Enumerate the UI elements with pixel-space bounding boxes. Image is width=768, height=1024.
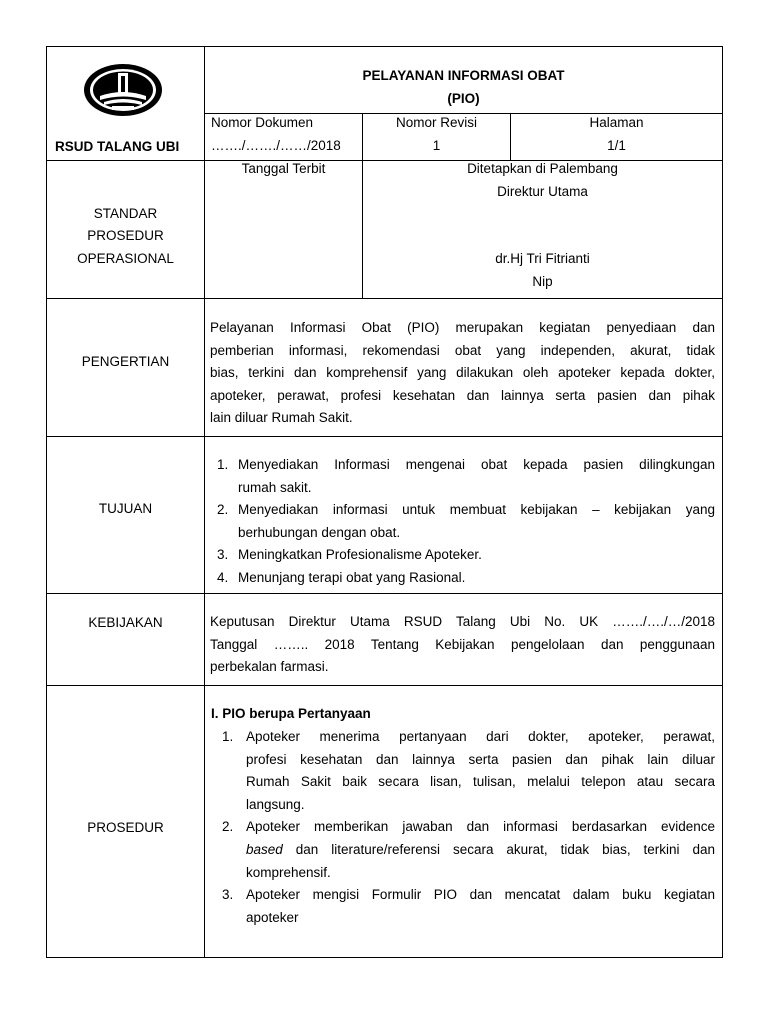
list-line: Apoteker memberikan jawaban dan informasi berdasarkan evidence: [246, 819, 715, 835]
revision-value: 1: [432, 138, 441, 153]
pengertian-line: apoteker, perawat, profesi kesehatan dan lainnya serta pasien dan pihak: [210, 387, 715, 403]
hospital-name: RSUD TALANG UBI: [55, 139, 180, 154]
list-number: 1.: [217, 457, 229, 472]
pengertian-text: [210, 317, 715, 430]
list-line: Apoteker mengisi Formulir PIO dan mencatat dalam buku kegiatan: [246, 887, 715, 903]
pengertian-line: bias, terkini dan komprehensif yang dilakukan oleh apoteker kepada dokter,: [210, 365, 715, 381]
prosedur-heading: I. PIO berupa Pertanyaan: [211, 706, 371, 721]
list-line: profesi kesehatan dan lainnya serta pasien dan pihak lain diluar: [246, 751, 715, 767]
issue-date-label: Tanggal Terbit: [241, 161, 326, 176]
list-line: Menyediakan Informasi mengenai obat kepada pasien dilingkungan: [238, 457, 715, 472]
director-nip: Nip: [532, 274, 553, 289]
list-line: langsung.: [246, 796, 305, 812]
list-line: Menunjang terapi obat yang Rasional.: [238, 569, 466, 585]
tujuan-list: [217, 454, 715, 590]
list-line: berhubungan dengan obat.: [238, 524, 401, 540]
set-at: Ditetapkan di Palembang: [467, 161, 618, 176]
list-number: 4.: [217, 569, 229, 585]
rsud-logo: [82, 62, 164, 118]
kebijakan-line: Keputusan Direktur Utama RSUD Talang Ubi No. UK ……./…./…/2018: [210, 614, 715, 629]
list-line: Apoteker menerima pertanyaan dari dokter, apoteker, perawat,: [246, 729, 715, 744]
list-item: [222, 884, 715, 929]
doc-number-value: ……./……./……/2018: [211, 138, 341, 153]
list-line: rumah sakit.: [238, 479, 312, 495]
pengertian-line: Pelayanan Informasi Obat (PIO) merupakan kegiatan penyediaan dan: [210, 320, 715, 335]
list-item: [222, 816, 715, 884]
kebijakan-label: KEBIJAKAN: [88, 615, 163, 630]
list-item: [217, 499, 715, 544]
pengertian-line: pemberian informasi, rekomendasi obat yang independen, akurat, tidak: [210, 342, 715, 358]
director-name: dr.Hj Tri Fitrianti: [495, 251, 590, 266]
list-number: 2.: [217, 502, 229, 518]
page-label: Halaman: [589, 115, 644, 130]
sop-label-1: STANDAR: [93, 206, 158, 221]
list-line-italic-start: based dan literature/referensi secara akurat, tidak bias, terkini dan: [246, 841, 715, 857]
list-line: komprehensif.: [246, 864, 331, 880]
list-number: 2.: [222, 819, 234, 835]
sop-label-3: OPERASIONAL: [77, 251, 174, 266]
director-position: Direktur Utama: [497, 184, 588, 199]
tujuan-label: TUJUAN: [98, 501, 153, 516]
page-value: 1/1: [607, 138, 626, 153]
list-item: [222, 726, 715, 816]
list-item: [217, 567, 715, 590]
pengertian-line: lain diluar Rumah Sakit.: [210, 410, 353, 426]
list-line: apoteker: [246, 909, 299, 925]
list-number: 3.: [217, 547, 229, 563]
prosedur-label: PROSEDUR: [87, 820, 164, 835]
doc-title: PELAYANAN INFORMASI OBAT: [362, 68, 565, 83]
pengertian-label: PENGERTIAN: [81, 354, 170, 369]
sop-label-2: PROSEDUR: [87, 228, 164, 243]
prosedur-list: [222, 726, 715, 929]
doc-title-abbrev: (PIO): [447, 91, 480, 106]
list-item: [217, 544, 715, 567]
doc-number-label: Nomor Dokumen: [211, 115, 314, 130]
kebijakan-line: perbekalan farmasi.: [210, 659, 329, 675]
list-number: 1.: [222, 729, 234, 744]
revision-label: Nomor Revisi: [395, 115, 477, 130]
list-line: Menyediakan informasi untuk membuat kebijakan – kebijakan yang: [238, 502, 715, 518]
list-item: [217, 454, 715, 499]
list-number: 3.: [222, 887, 234, 903]
list-line: Rumah Sakit baik secara lisan, tulisan, melalui telepon atau secara: [246, 774, 715, 790]
kebijakan-line: Tanggal …….. 2018 Tentang Kebijakan pengelolaan dan penggunaan: [210, 636, 715, 652]
kebijakan-text: [210, 611, 715, 679]
list-line: Meningkatkan Profesionalisme Apoteker.: [238, 547, 482, 563]
